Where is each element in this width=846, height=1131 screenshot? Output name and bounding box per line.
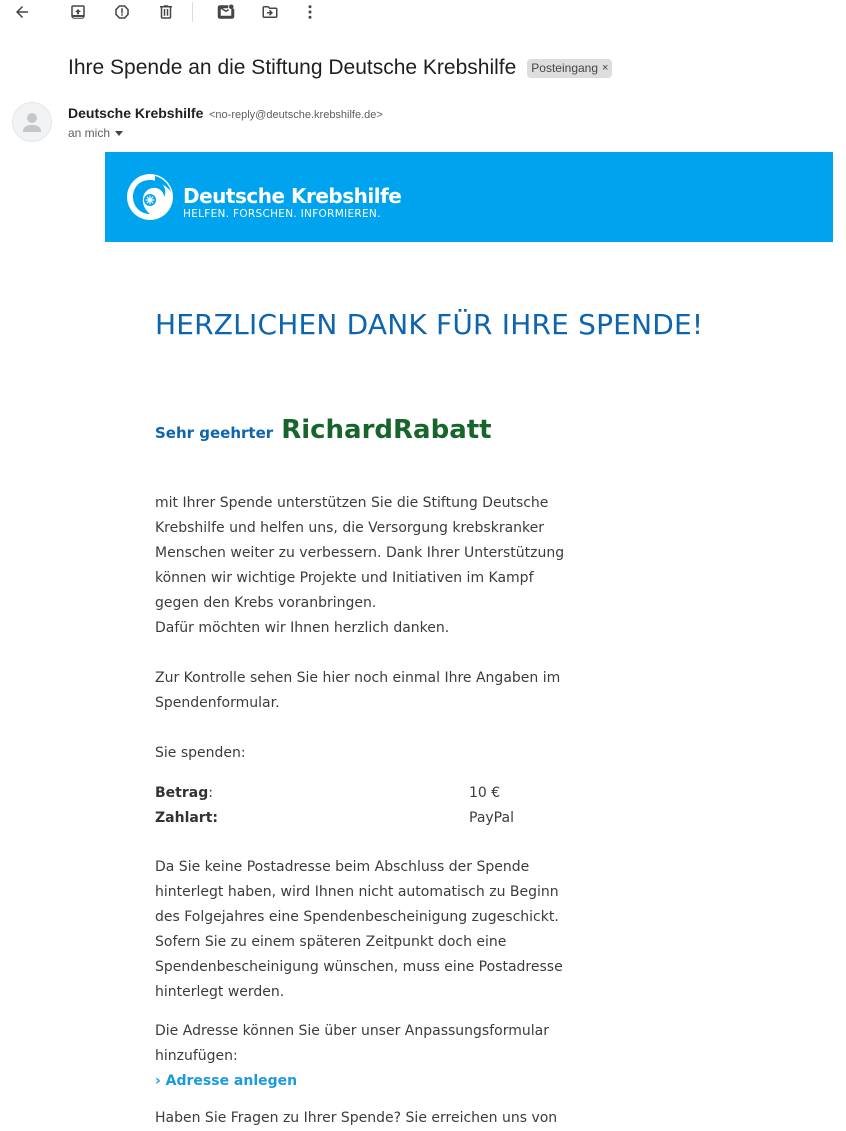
email-subject: Ihre Spende an die Stiftung Deutsche Krebshilfe [68, 56, 517, 79]
paragraph-text: Sie spenden: [155, 745, 246, 761]
paragraph-questions [155, 1106, 565, 1131]
paragraph-text: Haben Sie Fragen zu Ihrer Spende? Sie erreichen uns von [155, 1110, 558, 1126]
sender-email: <no-reply@deutsche.krebshilfe.de> [209, 109, 383, 121]
back-arrow-icon [13, 3, 31, 21]
detail-value: 10 € [469, 785, 501, 801]
back-button[interactable] [10, 0, 34, 24]
add-address-link[interactable]: › Adresse anlegen [155, 1073, 298, 1089]
headline: HERZLICHEN DANK FÜR IHRE SPENDE! [155, 308, 704, 341]
delete-button[interactable] [154, 0, 178, 24]
recipient-toggle[interactable] [68, 126, 123, 140]
paragraph-text: Dafür möchten wir Ihnen herzlich danken. [155, 620, 450, 636]
paragraph-text: Zur Kontrolle sehen Sie hier noch einmal Ihre Angaben im Spendenformular. [155, 670, 561, 711]
email-toolbar [0, 0, 846, 24]
detail-value: PayPal [469, 810, 514, 826]
subject-row [68, 56, 612, 80]
paragraph-intro [155, 491, 565, 641]
chevron-down-icon [115, 131, 123, 136]
report-spam-button[interactable] [110, 0, 134, 24]
more-options-button[interactable] [298, 0, 322, 24]
paragraph-form [155, 1019, 565, 1094]
mark-unread-icon [217, 3, 235, 21]
recipient-label: an mich [68, 126, 111, 140]
sender-name[interactable]: Deutsche Krebshilfe [68, 105, 204, 121]
paragraph-text: Die Adresse können Sie über unser Anpassungsformular hinzufügen: [155, 1023, 549, 1064]
inbox-label-chip[interactable] [527, 59, 612, 78]
move-to-icon [261, 3, 279, 21]
detail-row-amount [155, 781, 514, 806]
greeting-label: Sehr geehrter [155, 424, 274, 442]
person-icon [12, 102, 52, 142]
paragraph-donation [155, 741, 565, 766]
donation-details [155, 781, 514, 831]
archive-icon [69, 3, 87, 21]
more-options-icon [301, 3, 319, 21]
label-text: Posteingang [531, 60, 599, 75]
delete-icon [157, 3, 175, 21]
paragraph-text: mit Ihrer Spende unterstützen Sie die Stiftung Deutsche Krebshilfe und helfen uns, die Versorgung krebskranker Menschen weiter zu verbessern. Dank Ihrer Unterstützung können wir wichtige Projekte und Initiativen im Kampf gegen den Krebs voranbringen. [155, 495, 565, 611]
move-to-button[interactable] [258, 0, 282, 24]
report-spam-icon [113, 3, 131, 21]
sender-row [68, 105, 383, 121]
detail-key: Zahlart: [155, 810, 219, 826]
mark-unread-button[interactable] [214, 0, 238, 24]
toolbar-divider [192, 2, 193, 22]
avatar[interactable] [12, 102, 52, 142]
archive-button[interactable] [66, 0, 90, 24]
greeting-name: RichardRabatt [281, 415, 492, 445]
greeting [155, 415, 492, 445]
logo-name: Deutsche Krebshilfe [183, 184, 402, 208]
paragraph-postal-address [155, 855, 565, 1005]
paragraph-control [155, 666, 565, 716]
krebshilfe-logo-icon [125, 172, 175, 222]
detail-row-payment [155, 806, 514, 831]
paragraph-text: Da Sie keine Postadresse beim Abschluss der Spende hinterlegt haben, wird Ihnen nicht automatisch zu Beginn des Folgejahres eine Spendenbescheinigung zugeschickt. Sofern Sie zu einem späteren Zeitpunkt doch eine Spendenbescheinigung wünschen, muss eine Postadresse hinterlegt werden. [155, 859, 563, 1000]
logo-tagline: HELFEN. FORSCHEN. INFORMIEREN. [183, 208, 381, 220]
detail-key: Betrag: [155, 785, 213, 801]
remove-label-icon[interactable]: × [602, 61, 609, 74]
logo-text [183, 184, 401, 220]
brand-banner [105, 152, 833, 242]
